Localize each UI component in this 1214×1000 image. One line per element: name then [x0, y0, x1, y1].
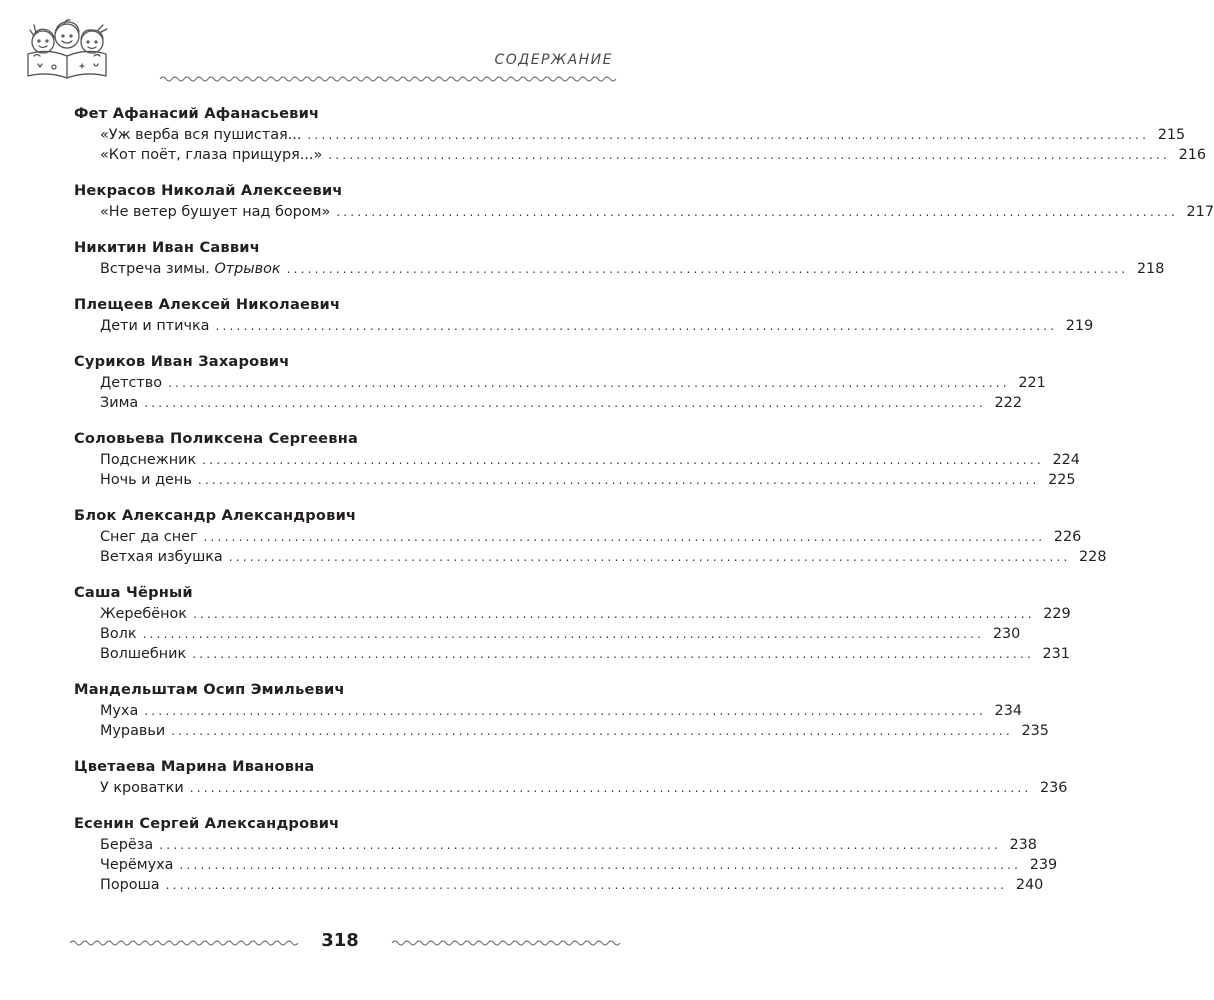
toc-entry [74, 125, 1186, 145]
author-name: Фет Афанасий Афанасьевич [74, 105, 320, 122]
author-section [74, 582, 1071, 664]
dot-leader: ........................................................................................................................ [203, 530, 1046, 544]
author-section [74, 294, 1094, 336]
author-section [74, 813, 1058, 895]
entry-title [100, 875, 160, 895]
dot-leader: ........................................................................................................................ [286, 262, 1129, 276]
author-name: Никитин Иван Саввич [74, 239, 260, 256]
entry-title [100, 721, 165, 741]
entry-title [100, 547, 223, 567]
entry-page-number: 216 [1178, 147, 1207, 163]
entry-page-number: 239 [1029, 857, 1058, 873]
page-number: 318 [321, 930, 359, 951]
entry-title [100, 604, 187, 624]
entry-page-number: 231 [1042, 646, 1070, 662]
entry-title [100, 835, 153, 855]
entry-title-text: Муха [100, 703, 139, 719]
toc-entry [74, 778, 1068, 798]
entry-title [100, 644, 186, 664]
entry-title-text: Встреча зимы. [100, 261, 210, 277]
author-name: Некрасов Николай Алексеевич [74, 182, 343, 199]
dot-leader: ........................................................................................................................ [168, 376, 1010, 390]
entry-title-text: Ветхая избушка [100, 549, 223, 565]
author-section [74, 679, 1049, 741]
author-section [74, 180, 1214, 222]
section-title: СОДЕРЖАНИЕ [494, 52, 613, 68]
entry-title [100, 527, 198, 547]
table-of-contents [74, 103, 1214, 910]
author-name: Цветаева Марина Ивановна [74, 758, 315, 775]
reading-children-icon [24, 14, 110, 80]
dot-leader: ........................................................................................................................ [159, 838, 1001, 852]
toc-entry [74, 316, 1094, 336]
entry-title [100, 373, 162, 393]
entry-page-number: 222 [994, 395, 1022, 411]
entry-page-number: 240 [1015, 877, 1044, 893]
dot-leader: ........................................................................................................................ [179, 858, 1022, 872]
entry-title-text: Дети и птичка [100, 318, 210, 334]
entry-page-number: 229 [1043, 606, 1071, 622]
entry-subtitle: Отрывок [214, 261, 281, 277]
entry-page-number: 226 [1053, 529, 1082, 545]
author-name: Мандельштам Осип Эмильевич [74, 681, 345, 698]
toc-entry [74, 604, 1071, 624]
toc-entry [74, 721, 1049, 741]
dot-leader: ........................................................................................................................ [215, 319, 1058, 333]
author-name: Суриков Иван Захарович [74, 353, 290, 370]
entry-page-number: 219 [1065, 318, 1094, 334]
entry-title-text: У кроватки [100, 780, 184, 796]
author-section [74, 103, 1207, 165]
toc-entry [74, 644, 1070, 664]
entry-title [100, 316, 210, 336]
toc-entry [74, 470, 1076, 490]
author-section [74, 237, 1165, 279]
toc-entry [74, 875, 1044, 895]
toc-entry [74, 259, 1165, 279]
author-name: Есенин Сергей Александрович [74, 815, 340, 832]
header-wave-divider [160, 74, 608, 84]
entry-page-number: 217 [1186, 204, 1214, 220]
dot-leader: ........................................................................................................................ [307, 128, 1150, 142]
entry-title-text: «Не ветер бушует над бором» [100, 204, 331, 220]
entry-title-text: Волк [100, 626, 137, 642]
entry-title-text: Ночь и день [100, 472, 192, 488]
entry-title [100, 202, 330, 222]
toc-entry [74, 527, 1082, 547]
footer-wave-right [392, 938, 610, 948]
dot-leader: ........................................................................................................................ [228, 550, 1071, 564]
toc-entry [74, 393, 1022, 413]
toc-entry [74, 855, 1058, 875]
entry-page-number: 225 [1048, 472, 1076, 488]
toc-entry [74, 450, 1080, 470]
author-name: Плещеев Алексей Николаевич [74, 296, 341, 313]
dot-leader: ........................................................................................................................ [197, 473, 1040, 487]
dot-leader: ........................................................................................................................ [144, 704, 987, 718]
toc-entry [74, 547, 1107, 567]
dot-leader: ........................................................................................................................ [192, 647, 1034, 661]
entry-title-text: Пороша [100, 877, 160, 893]
entry-title [100, 393, 138, 413]
entry-page-number: 221 [1018, 375, 1046, 391]
entry-title [100, 259, 281, 279]
toc-entry [74, 835, 1037, 855]
entry-title [100, 450, 196, 470]
entry-page-number: 215 [1157, 127, 1186, 143]
author-name: Соловьева Поликсена Сергеевна [74, 430, 359, 447]
dot-leader: ........................................................................................................................ [189, 781, 1032, 795]
toc-entry [74, 373, 1046, 393]
dot-leader: ........................................................................................................................ [192, 607, 1035, 621]
toc-entry [74, 202, 1214, 222]
entry-page-number: 228 [1079, 549, 1107, 565]
dot-leader: ........................................................................................................................ [328, 148, 1171, 162]
author-name: Блок Александр Александрович [74, 507, 357, 524]
entry-title [100, 624, 137, 644]
toc-entry [74, 701, 1023, 721]
entry-page-number: 234 [994, 703, 1023, 719]
entry-page-number: 235 [1021, 723, 1049, 739]
dot-leader: ........................................................................................................................ [202, 453, 1044, 467]
entry-title-text: Подснежник [100, 452, 197, 468]
entry-title [100, 855, 173, 875]
author-section [74, 428, 1080, 490]
author-name: Саша Чёрный [74, 584, 193, 601]
entry-title-text: Зима [100, 395, 139, 411]
entry-title-text: Волшебник [100, 646, 187, 662]
entry-page-number: 224 [1052, 452, 1080, 468]
dot-leader: ........................................................................................................................ [336, 205, 1178, 219]
entry-title [100, 145, 322, 165]
entry-title [100, 701, 138, 721]
entry-title [100, 470, 192, 490]
entry-title-text: Черёмуха [100, 857, 174, 873]
entry-title [100, 125, 301, 145]
entry-page-number: 230 [992, 626, 1021, 642]
entry-page-number: 238 [1009, 837, 1037, 853]
entry-title-text: Берёза [100, 837, 154, 853]
entry-page-number: 218 [1136, 261, 1165, 277]
entry-page-number: 236 [1039, 780, 1068, 796]
entry-title-text: Жеребёнок [100, 606, 187, 622]
entry-title-text: «Уж верба вся пушистая... [100, 127, 302, 143]
entry-title [100, 778, 184, 798]
entry-title-text: «Кот поёт, глаза прищуря...» [100, 147, 323, 163]
toc-entry [74, 145, 1207, 165]
entry-title-text: Муравьи [100, 723, 166, 739]
dot-leader: ........................................................................................................................ [142, 627, 985, 641]
entry-title-text: Детство [100, 375, 163, 391]
entry-title-text: Снег да снег [100, 529, 198, 545]
author-section [74, 505, 1107, 567]
dot-leader: ........................................................................................................................ [171, 724, 1013, 738]
page-footer [70, 930, 610, 954]
author-section [74, 351, 1046, 413]
dot-leader: ........................................................................................................................ [165, 878, 1008, 892]
toc-entry [74, 624, 1021, 644]
author-section [74, 756, 1068, 798]
dot-leader: ........................................................................................................................ [144, 396, 986, 410]
